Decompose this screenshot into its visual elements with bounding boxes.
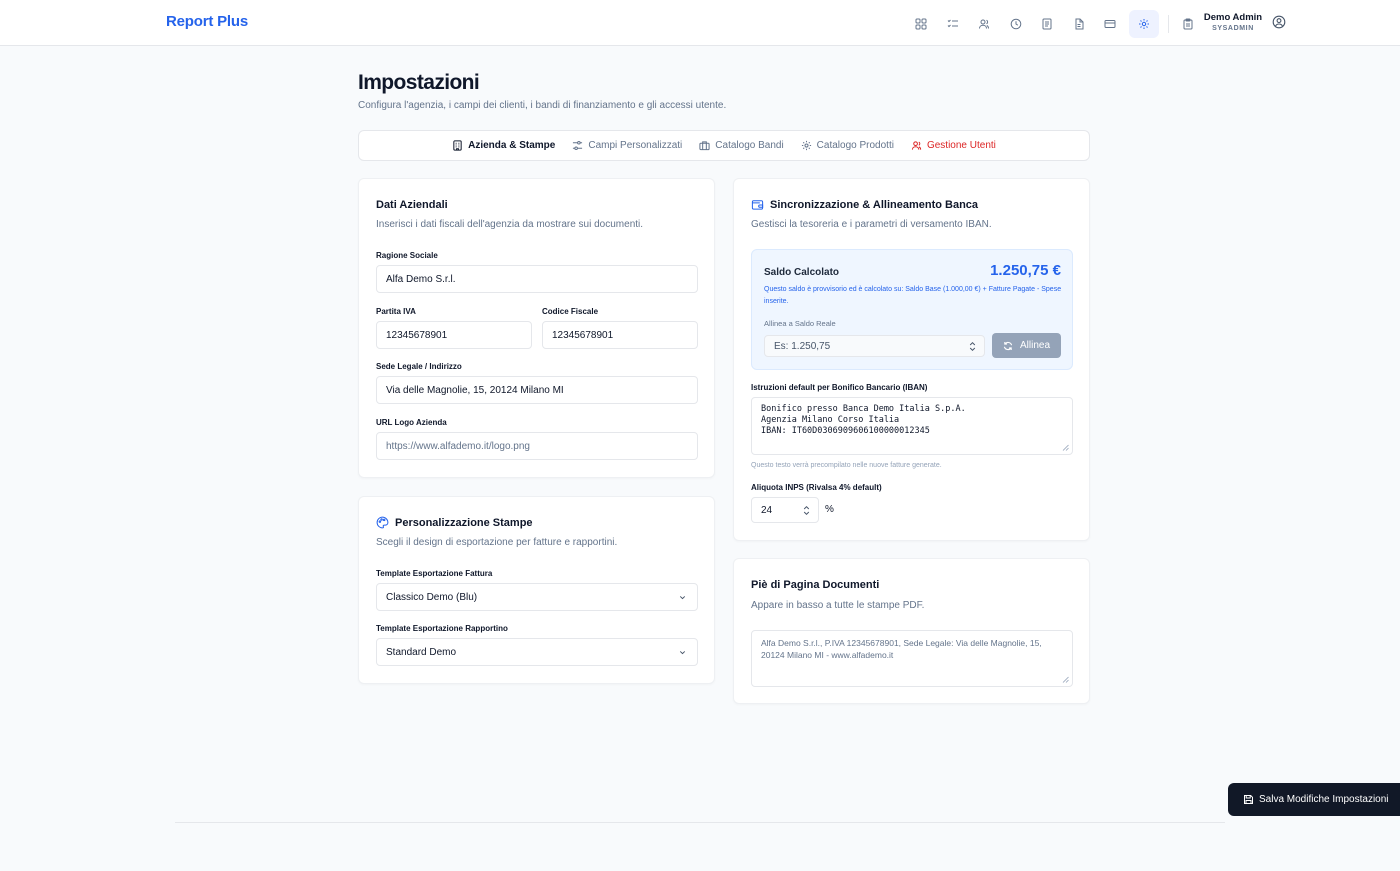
inps-unit: % xyxy=(825,504,834,515)
card-title xyxy=(376,516,533,529)
allinea-placeholder: Es: 1.250,75 xyxy=(774,340,831,352)
sede-legale-input[interactable]: Via delle Magnolie, 15, 20124 Milano MI xyxy=(376,376,698,404)
card-title xyxy=(751,198,978,211)
card-title-text: Sincronizzazione & Allineamento Banca xyxy=(770,198,979,211)
user-info[interactable] xyxy=(1198,12,1268,32)
invoice-template-select[interactable] xyxy=(376,583,698,611)
refresh-icon xyxy=(1003,341,1013,351)
partita-iva-input[interactable]: 12345678901 xyxy=(376,321,532,349)
resize-grip-icon[interactable] xyxy=(1062,676,1069,683)
company-data-card xyxy=(358,178,715,478)
document-icon[interactable] xyxy=(1034,11,1060,37)
report-template-label: Template Esportazione Rapportino xyxy=(376,624,508,633)
tab-label: Catalogo Bandi xyxy=(715,140,784,151)
saldo-value: 1.250,75 € xyxy=(990,262,1061,279)
tab-campi-personalizzati[interactable] xyxy=(572,140,682,151)
clients-icon[interactable] xyxy=(971,11,997,37)
sliders-icon xyxy=(572,140,583,151)
gear-icon xyxy=(801,140,812,151)
iban-textarea[interactable] xyxy=(751,397,1073,455)
allinea-button[interactable] xyxy=(992,333,1061,358)
iban-label: Istruzioni default per Bonifico Bancario (IBAN) xyxy=(751,383,928,392)
card-description: Scegli il design di esportazione per fatture e rapportini. xyxy=(376,537,618,548)
saldo-label: Saldo Calcolato xyxy=(764,267,840,278)
card-icon[interactable] xyxy=(1097,11,1123,37)
allinea-label: Allinea a Saldo Reale xyxy=(764,319,836,328)
card-description: Gestisci la tesoreria e i parametri di versamento IBAN. xyxy=(751,219,992,230)
stepper-icon[interactable] xyxy=(803,505,810,516)
tab-label: Azienda & Stampe xyxy=(468,140,556,151)
card-description: Inserisci i dati fiscali dell'agenzia da mostrare sui documenti. xyxy=(376,219,644,230)
page-title: Impostazioni xyxy=(358,71,480,94)
save-button-label: Salva Modifiche Impostazioni xyxy=(1259,794,1389,805)
top-navbar xyxy=(0,0,1400,46)
stepper-icon[interactable] xyxy=(969,341,976,352)
select-value: Standard Demo xyxy=(386,646,457,658)
user-role: SYSADMIN xyxy=(1212,25,1254,32)
app-brand[interactable]: Report Plus xyxy=(166,13,248,30)
tab-catalogo-prodotti[interactable] xyxy=(801,140,894,151)
allinea-input[interactable] xyxy=(764,335,985,357)
wallet-icon xyxy=(751,198,764,211)
nav-divider xyxy=(1168,15,1169,33)
tab-label: Gestione Utenti xyxy=(926,140,996,151)
logo-url-input[interactable]: https://www.alfademo.it/logo.png xyxy=(376,432,698,460)
save-settings-button[interactable] xyxy=(1228,783,1400,816)
tab-label: Catalogo Prodotti xyxy=(816,140,894,151)
tab-label: Campi Personalizzati xyxy=(588,140,683,151)
codice-fiscale-label: Codice Fiscale xyxy=(542,307,599,316)
document-footer-card xyxy=(733,558,1090,704)
select-value: Classico Demo (Blu) xyxy=(386,591,478,603)
user-name: Demo Admin xyxy=(1203,12,1263,23)
tab-gestione-utenti[interactable] xyxy=(911,140,996,151)
building-icon xyxy=(452,140,463,151)
report-template-select[interactable] xyxy=(376,638,698,666)
invoice-icon[interactable] xyxy=(1066,11,1092,37)
print-customization-card xyxy=(358,496,715,684)
dashboard-icon[interactable] xyxy=(908,11,934,37)
iban-hint: Questo testo verrà precompilato nelle nuove fatture generate. xyxy=(751,462,942,469)
save-icon xyxy=(1243,794,1254,805)
sede-legale-label: Sede Legale / Indirizzo xyxy=(376,362,462,371)
iban-text: Bonifico presso Banca Demo Italia S.p.A. Agenzia Milano Corso Italia IBAN: IT60D0306909606100000012345 xyxy=(761,404,966,436)
allinea-button-label: Allinea xyxy=(1019,340,1051,351)
page-subtitle: Configura l'agenzia, i campi dei clienti, i bandi di finanziamento e gli accessi utente. xyxy=(358,100,727,111)
saldo-box xyxy=(751,249,1073,370)
user-circle-icon[interactable] xyxy=(1272,15,1286,29)
card-description: Appare in basso a tutte le stampe PDF. xyxy=(751,600,925,611)
saldo-note: Questo saldo è provvisorio ed è calcolato su: Saldo Base (1.000,00 €) + Fatture Pagate - Spese inserite. xyxy=(764,286,1062,305)
inps-input[interactable] xyxy=(751,497,819,523)
invoice-template-label: Template Esportazione Fattura xyxy=(376,569,493,578)
tab-azienda-stampe[interactable] xyxy=(452,140,555,151)
users-icon xyxy=(911,140,922,151)
chevron-down-icon xyxy=(678,648,687,657)
partita-iva-label: Partita IVA xyxy=(376,307,416,316)
settings-gear-icon[interactable] xyxy=(1129,10,1159,38)
card-title: Dati Aziendali xyxy=(376,199,448,211)
page-divider xyxy=(175,822,1225,823)
nav-icons xyxy=(908,10,1207,38)
tasks-icon[interactable] xyxy=(940,11,966,37)
ragione-sociale-input[interactable]: Alfa Demo S.r.l. xyxy=(376,265,698,293)
inps-value: 24 xyxy=(761,504,773,516)
briefcase-icon xyxy=(699,140,710,151)
codice-fiscale-input[interactable]: 12345678901 xyxy=(542,321,698,349)
card-title-text: Personalizzazione Stampe xyxy=(395,516,533,529)
bank-sync-card xyxy=(733,178,1090,541)
footer-textarea[interactable] xyxy=(751,630,1073,687)
palette-icon xyxy=(376,516,389,529)
tab-catalogo-bandi[interactable] xyxy=(699,140,783,151)
settings-tabs xyxy=(358,130,1090,161)
logo-url-label: URL Logo Azienda xyxy=(376,418,447,427)
clock-icon[interactable] xyxy=(1003,11,1029,37)
inps-label: Aliquota INPS (Rivalsa 4% default) xyxy=(751,483,882,492)
ragione-sociale-label: Ragione Sociale xyxy=(376,251,438,260)
resize-grip-icon[interactable] xyxy=(1062,444,1069,451)
chevron-down-icon xyxy=(678,593,687,602)
footer-text: Alfa Demo S.r.l., P.IVA 12345678901, Sede Legale: Via delle Magnolie, 15, 20124 Milano MI - www.alfademo.it xyxy=(761,638,1042,660)
card-title: Piè di Pagina Documenti xyxy=(751,579,880,591)
